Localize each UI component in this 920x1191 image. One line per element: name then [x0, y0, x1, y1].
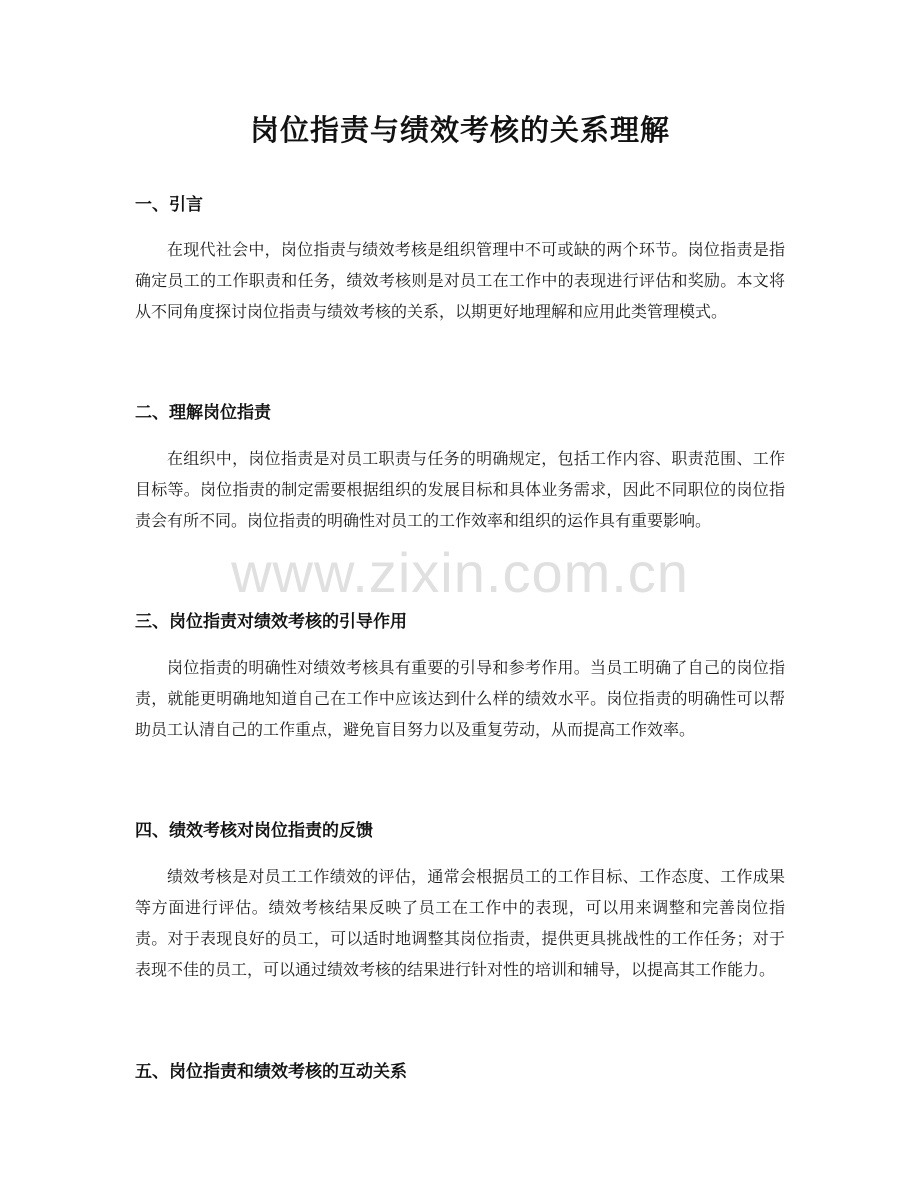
section-paragraph-guiding-role: 岗位指责的明确性对绩效考核具有重要的引导和参考作用。当员工明确了自己的岗位指责，就能更明确地知道自己在工作中应该达到什么样的绩效水平。岗位指责的明确性可以帮助员工认清自己的工作重点，避免盲目努力以及重复劳动，从而提高工作效率。: [135, 658, 785, 739]
watermark: www.zixin.com.cn: [231, 541, 689, 604]
section-paragraph-introduction: 在现代社会中，岗位指责与绩效考核是组织管理中不可或缺的两个环节。岗位指责是指确定员工的工作职责和任务，绩效考核则是对员工在工作中的表现进行评估和奖励。本文将从不同角度探讨岗位指责与绩效考核的关系，以期更好地理解和应用此类管理模式。: [135, 240, 785, 321]
section-heading-guiding-role: 三、岗位指责对绩效考核的引导作用: [135, 612, 407, 632]
document-title: 岗位指责与绩效考核的关系理解: [249, 113, 670, 147]
section-paragraph-understanding-duties: 在组织中，岗位指责是对员工职责与任务的明确规定，包括工作内容、职责范围、工作目标等。岗位指责的制定需要根据组织的发展目标和具体业务需求，因此不同职位的岗位指责会有所不同。岗位指责的明确性对员工的工作效率和组织的运作具有重要影响。: [135, 449, 785, 530]
section-heading-interaction: 五、岗位指责和绩效考核的互动关系: [135, 1062, 407, 1082]
section-paragraph-feedback: 绩效考核是对员工工作绩效的评估，通常会根据员工的工作目标、工作态度、工作成果等方面进行评估。绩效考核结果反映了员工在工作中的表现，可以用来调整和完善岗位指责。对于表现良好的员工，可以适时地调整其岗位指责，提供更具挑战性的工作任务；对于表现不佳的员工，可以通过绩效考核的结果进行针对性的培训和辅导，以提高其工作能力。: [135, 867, 785, 979]
section-heading-understanding-duties: 二、理解岗位指责: [135, 403, 271, 423]
section-heading-introduction: 一、引言: [135, 195, 203, 215]
section-heading-feedback: 四、绩效考核对岗位指责的反馈: [135, 821, 373, 841]
